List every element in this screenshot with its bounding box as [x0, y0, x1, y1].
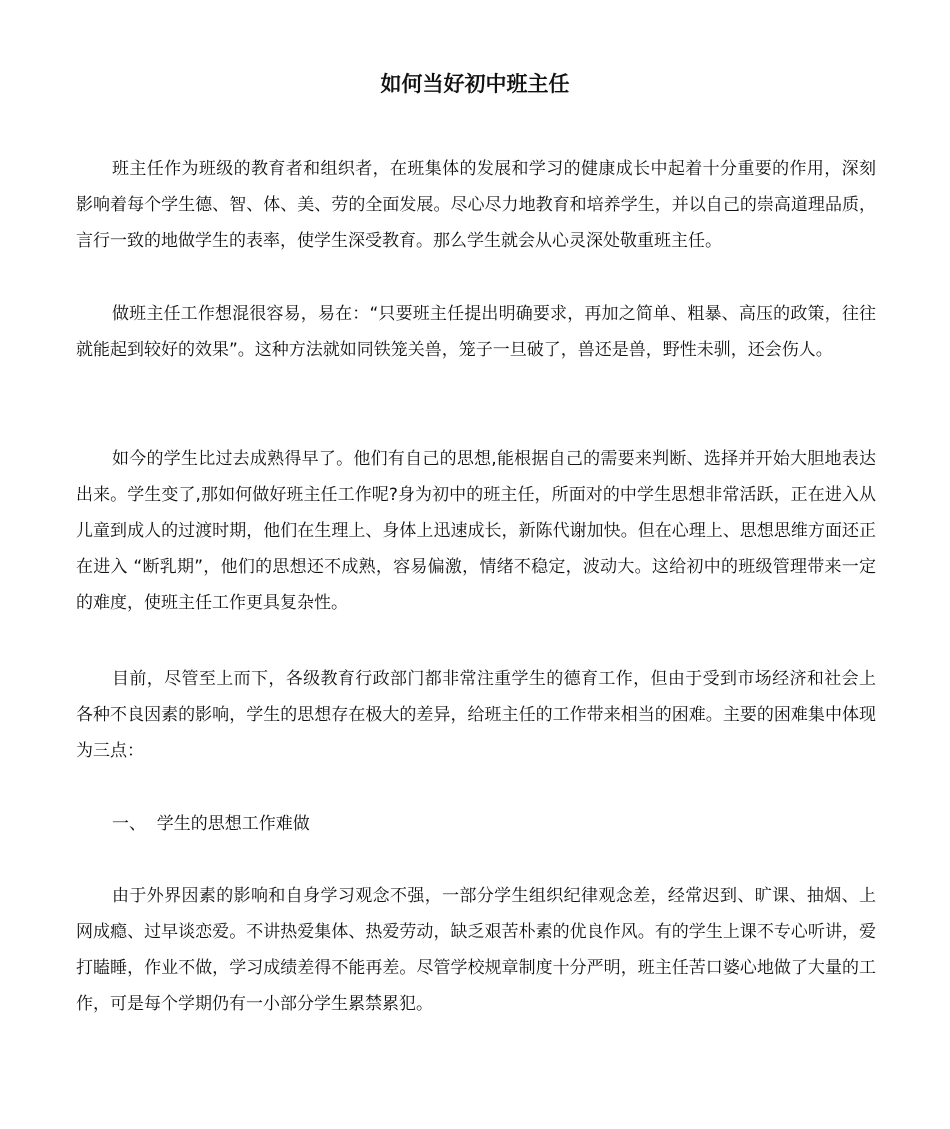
section-heading: 一、 学生的思想工作难做 [112, 814, 310, 834]
document-title: 如何当好初中班主任 [380, 72, 570, 96]
paragraph-2: 做班主任工作想混很容易，易在：“只要班主任提出明确要求，再加之简单、粗暴、高压的政策，往往就能起到较好的效果”。这种方法就如同铁笼关兽，笼子一旦破了，兽还是兽，野性未驯，还会伤人。 [76, 304, 876, 360]
paragraph-1: 班主任作为班级的教育者和组织者，在班集体的发展和学习的健康成长中起着十分重要的作用，深刻影响着每个学生德、智、体、美、劳的全面发展。尽心尽力地教育和培养学生，并以自己的崇高道理品质，言行一致的地做学生的表率，使学生深受教育。那么学生就会从心灵深处敬重班主任。 [76, 159, 876, 251]
paragraph-3: 如今的学生比过去成熟得早了。他们有自己的思想,能根据自己的需要来判断、选择并开始大胆地表达出来。学生变了,那如何做好班主任工作呢?身为初中的班主任，所面对的中学生思想非常活跃，正在进入从儿童到成人的过渡时期，他们在生理上、身体上迅速成长，新陈代谢加快。但在心理上、思想思维方面还正在进入 “断乳期”，他们的思想还不成熟，容易偏激，情绪不稳定，波动大。这给初中的班级管理带来一定的难度，使班主任工作更具复杂性。 [76, 449, 876, 613]
paragraph-5: 由于外界因素的影响和自身学习观念不强，一部分学生组织纪律观念差，经常迟到、旷课、抽烟、上网成瘾、过早谈恋爱。不讲热爱集体、热爱劳动，缺乏艰苦朴素的优良作风。有的学生上课不专心听讲，爱打瞌睡，作业不做，学习成绩差得不能再差。尽管学校规章制度十分严明，班主任苦口婆心地做了大量的工作，可是每个学期仍有一小部分学生累禁累犯。 [76, 886, 876, 1014]
paragraph-4: 目前，尽管至上而下，各级教育行政部门都非常注重学生的德育工作，但由于受到市场经济和社会上各种不良因素的影响，学生的思想存在极大的差异，给班主任的工作带来相当的困难。主要的困难集中体现为三点： [76, 669, 876, 761]
